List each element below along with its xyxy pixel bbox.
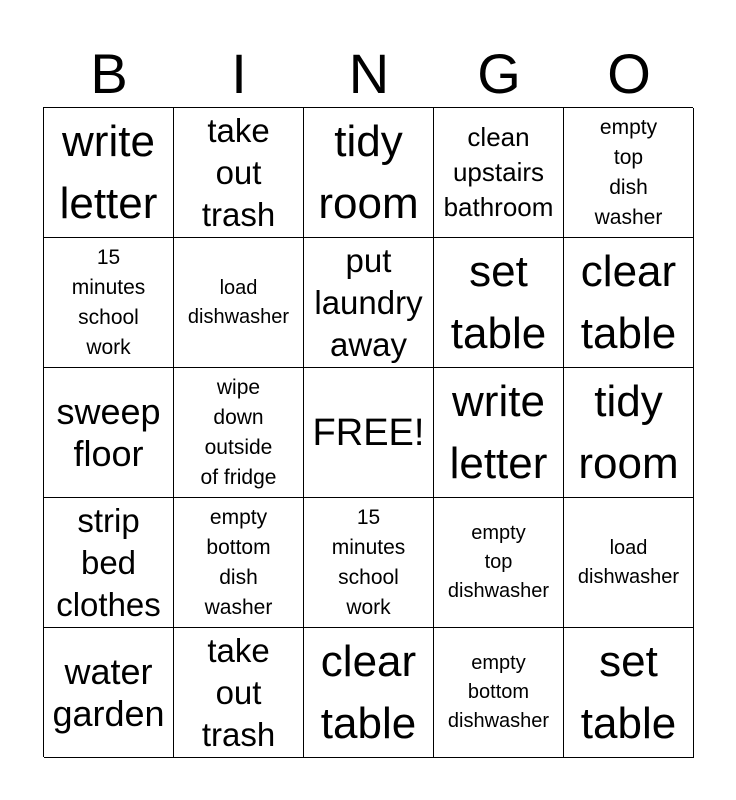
- header-letter-n: N: [348, 42, 390, 105]
- bingo-cell[interactable]: strip bed clothes: [44, 498, 174, 628]
- bingo-cell[interactable]: 15 minutes school work: [304, 498, 434, 628]
- header-letter-b: B: [90, 42, 128, 105]
- bingo-cell[interactable]: tidy room: [304, 108, 434, 238]
- bingo-cell[interactable]: clear table: [564, 238, 694, 368]
- bingo-cell[interactable]: put laundry away: [304, 238, 434, 368]
- bingo-cell[interactable]: load dishwasher: [564, 498, 694, 628]
- bingo-cell[interactable]: set table: [434, 238, 564, 368]
- bingo-header: [44, 40, 694, 108]
- header-letter-o: O: [607, 42, 651, 105]
- bingo-cell[interactable]: 15 minutes school work: [44, 238, 174, 368]
- bingo-cell[interactable]: tidy room: [564, 368, 694, 498]
- bingo-cell[interactable]: set table: [564, 628, 694, 758]
- bingo-cell[interactable]: take out trash: [174, 108, 304, 238]
- bingo-cell[interactable]: sweep floor: [44, 368, 174, 498]
- bingo-cell[interactable]: empty bottom dish washer: [174, 498, 304, 628]
- bingo-grid: [43, 107, 693, 757]
- bingo-cell[interactable]: write letter: [434, 368, 564, 498]
- bingo-cell[interactable]: empty top dishwasher: [434, 498, 564, 628]
- header-letter-i: I: [231, 42, 247, 105]
- bingo-cell[interactable]: load dishwasher: [174, 238, 304, 368]
- free-space[interactable]: FREE!: [304, 368, 434, 498]
- bingo-cell[interactable]: empty top dish washer: [564, 108, 694, 238]
- bingo-cell[interactable]: take out trash: [174, 628, 304, 758]
- bingo-cell[interactable]: wipe down outside of fridge: [174, 368, 304, 498]
- bingo-cell[interactable]: clean upstairs bathroom: [434, 108, 564, 238]
- bingo-cell[interactable]: water garden: [44, 628, 174, 758]
- bingo-cell[interactable]: empty bottom dishwasher: [434, 628, 564, 758]
- header-letter-g: G: [477, 42, 521, 105]
- bingo-cell[interactable]: clear table: [304, 628, 434, 758]
- bingo-cell[interactable]: write letter: [44, 108, 174, 238]
